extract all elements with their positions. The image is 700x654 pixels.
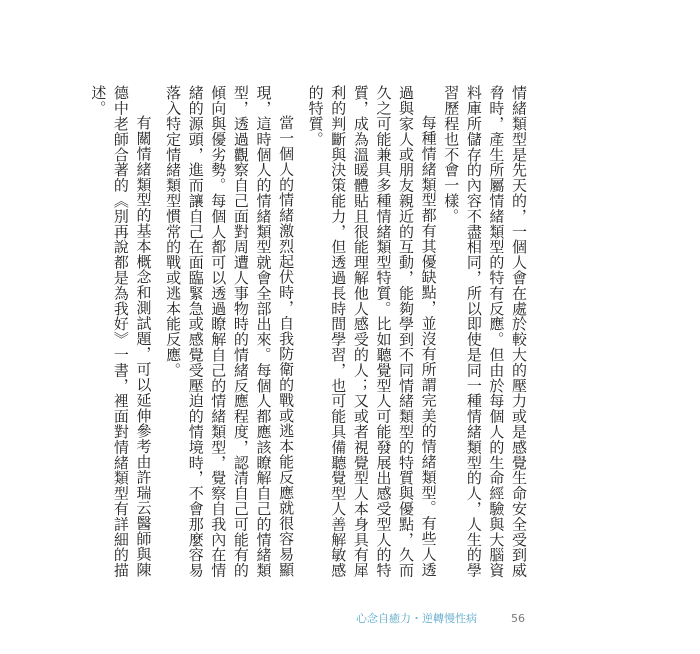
paragraph-3: 當一個人的情緒激烈起伏時，自我防衛的戰或逃本能反應就很容易顯現，這時個人的情緒類型就會全部出來。每個人都應該瞭解自己的情緒類型，透過觀察自己面對周遭人事物時的情緒反應程度，認清自己可能有的傾向與優劣勢。每個人都可以透過瞭解自己的情緒類型，覺察自我內在情緒的源頭，進而讓自己在面臨緊急或感覺受壓迫的情境時，不會那麼容易落入特定情緒類型慣常的戰或逃本能反應。 <box>164 85 296 578</box>
page-number: 56 <box>511 611 525 625</box>
paragraph-2: 每種情緒類型都有其優缺點，並沒有所謂完美的情緒類型。有些人透過與家人或朋友親近的互動，能夠學到不同情緒類型的特質與優點，久而久之可能兼具多種情緒類型特質。比如聽覺型人可能發展出感受型人的特質，成為溫暖體貼且很能理解他人感受的人；又或者視覺型人本身具有犀利的判斷與決策能力，但透過長時間學習，也可能具備聽覺型人善解敏感的特質。 <box>306 85 438 578</box>
running-title: 心念自癒力・逆轉慢性病 <box>356 612 477 625</box>
paragraph-1: 情緒類型是先天的，一個人會在處於較大的壓力或是感覺生命安全受到威脅時，產生所屬情緒類型的特有反應。但由於每個人的生命經驗與大腦資料庫所儲存的內容不盡相同，所以即使是同一種情緒類型的人，人生的學習歷程也不會一樣。 <box>442 85 528 578</box>
paragraph-4: 有關情緒類型的基本概念和測試題，可以延伸參考由許瑞云醫師與陳德中老師合著的《別再說都是為我好》一書，裡面對情緒類型有詳細的描述。 <box>89 85 153 578</box>
body-text <box>80 85 530 590</box>
page-footer <box>356 610 525 626</box>
